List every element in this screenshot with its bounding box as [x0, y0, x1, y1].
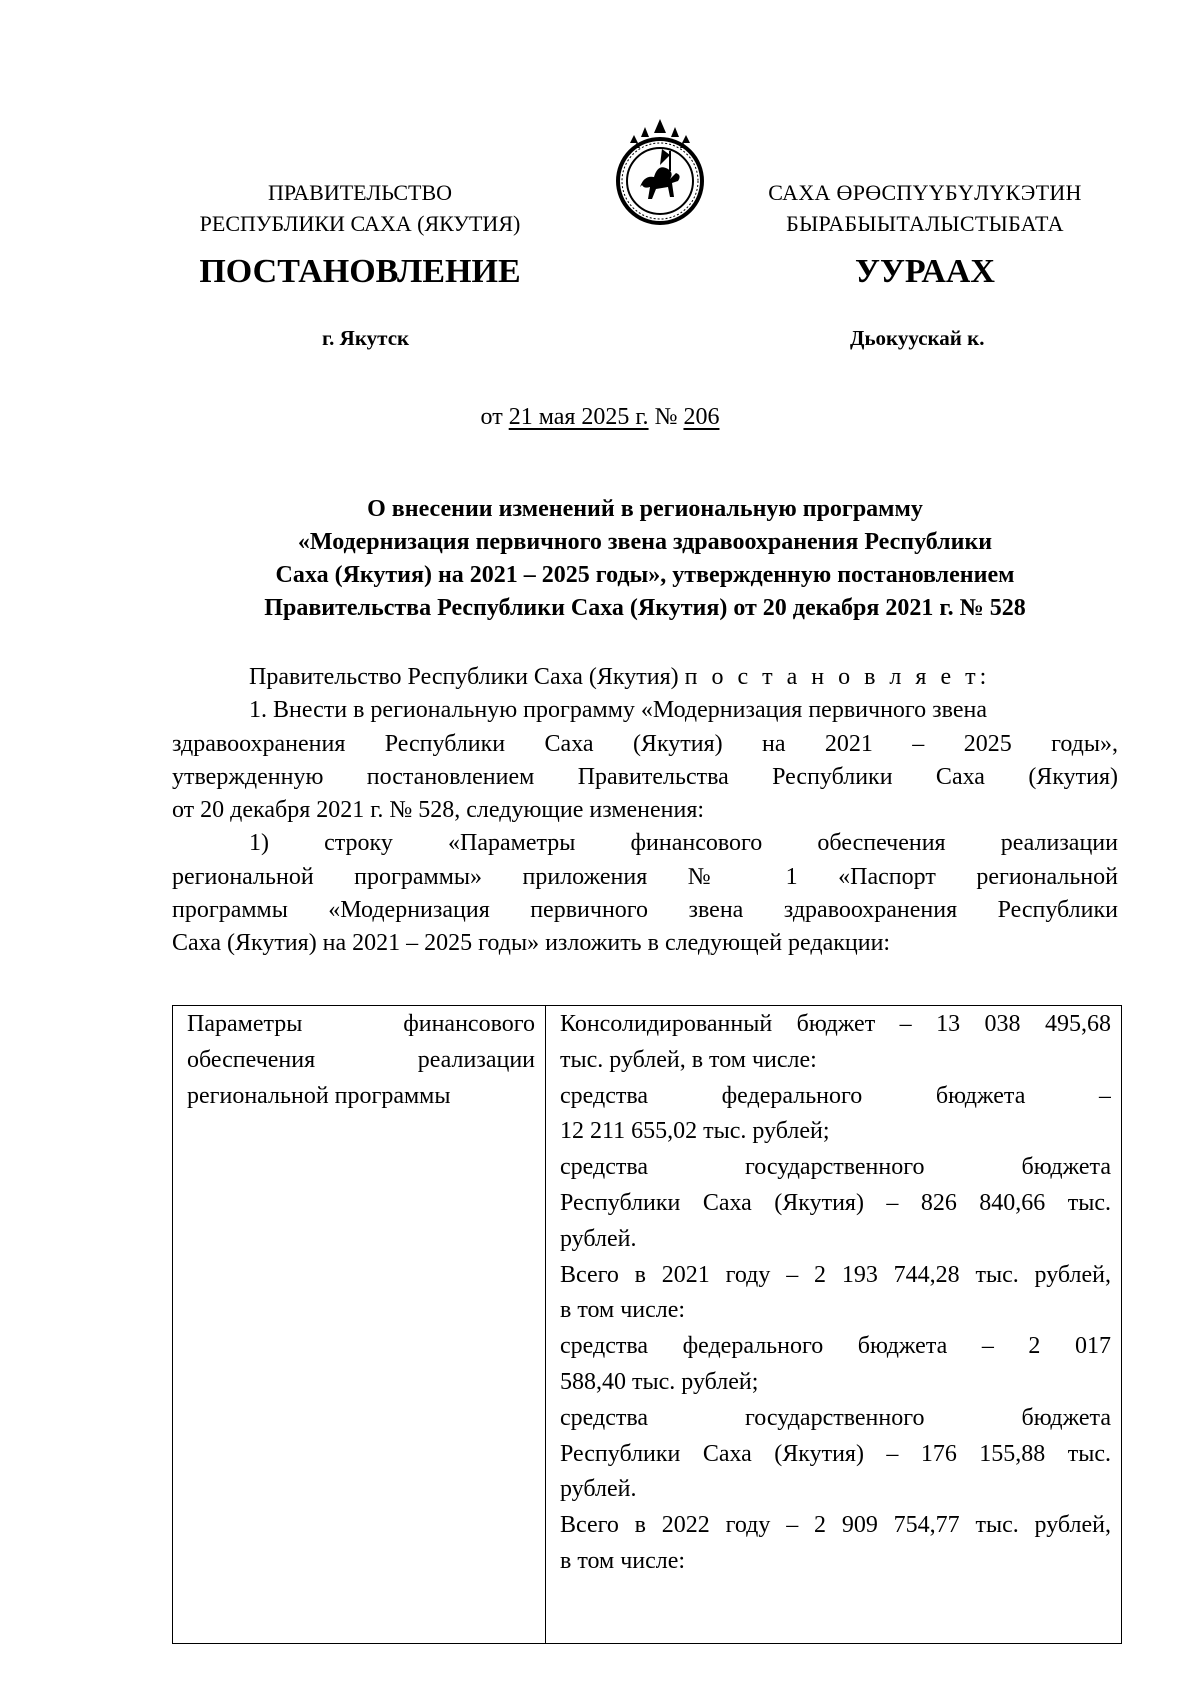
- cell-line: рублей.: [560, 1476, 637, 1503]
- cell-line: Республики Саха (Якутия) – 176 155,88 тыс.: [560, 1440, 1111, 1467]
- cell-line: 588,40 тыс. рублей;: [560, 1368, 759, 1395]
- cell-line: Всего в 2021 году – 2 193 744,28 тыс. рублей,: [560, 1261, 1111, 1288]
- coat-of-arms-emblem: [614, 115, 706, 227]
- parameter-value-cell: [546, 1006, 1122, 1644]
- cell-line: тыс. рублей, в том числе:: [560, 1046, 817, 1073]
- financing-parameters-table: [172, 1005, 1122, 1644]
- paragraph-2-line: региональной программы» приложения № 1 «Паспорт региональной: [172, 863, 1118, 890]
- subject-line: «Модернизация первичного звена здравоохранения Республики: [297, 529, 993, 555]
- paragraph-2-line: 1) строку «Параметры финансового обеспечения реализации: [249, 830, 1118, 857]
- cell-line: региональной программы: [187, 1082, 451, 1109]
- cell-line: средства федерального бюджета – 2 017: [560, 1333, 1111, 1360]
- cell-line: средства государственного бюджета: [560, 1404, 1111, 1431]
- city-ru: г. Якутск: [322, 326, 410, 350]
- header-left-line1: ПРАВИТЕЛЬСТВО: [267, 180, 453, 205]
- decree-number: 206: [683, 404, 720, 430]
- table-row: [173, 1006, 1122, 1644]
- cell-line: средства федерального бюджета –: [560, 1082, 1111, 1109]
- parameter-name-cell: [173, 1006, 546, 1644]
- subject-line: Правительства Республики Саха (Якутия) от 20 декабря 2021 г. № 528: [264, 595, 1026, 621]
- paragraph-2-line: программы «Модернизация первичного звена здравоохранения Республики: [172, 897, 1118, 924]
- paragraph-2-line: Саха (Якутия) на 2021 – 2025 годы» изложить в следующей редакции:: [172, 930, 891, 957]
- decree-title-sakha: УУРААХ: [855, 253, 995, 290]
- government-name-ru: [170, 177, 550, 239]
- intro-verb: п о с т а н о в л я е т:: [684, 664, 991, 690]
- cell-line: Консолидированный бюджет – 13 038 495,68: [560, 1011, 1111, 1037]
- number-sign: №: [654, 404, 678, 430]
- government-name-sakha: [735, 177, 1115, 239]
- cell-line: Республики Саха (Якутия) – 826 840,66 тыс.: [560, 1189, 1111, 1216]
- cell-line: Всего в 2022 году – 2 909 754,77 тыс. рублей,: [560, 1512, 1111, 1539]
- header-right-line1: САХА ӨРӨСПҮҮБҮЛҮКЭТИН: [768, 180, 1082, 205]
- cell-line: Параметры финансового: [187, 1011, 535, 1037]
- decree-title-ru: ПОСТАНОВЛЕНИЕ: [199, 253, 521, 290]
- subject-line: О внесении изменений в региональную программу: [367, 496, 923, 522]
- paragraph-1-line: 1. Внести в региональную программу «Модернизация первичного звена: [249, 697, 987, 724]
- city-sakha: Дьокуускай к.: [850, 326, 985, 350]
- header-right-line2: БЫРАБЫЫТАЛЫСТЫБАТА: [786, 211, 1064, 236]
- decree-date: 21 мая 2025 г.: [508, 404, 649, 430]
- cell-line: в том числе:: [560, 1297, 686, 1324]
- paragraph-1-line: от 20 декабря 2021 г. № 528, следующие изменения:: [172, 797, 705, 824]
- intro-prefix: Правительство Республики Саха (Якутия): [249, 664, 679, 690]
- decree-date-line: [0, 404, 1200, 431]
- cell-line: средства государственного бюджета: [560, 1154, 1111, 1181]
- intro-paragraph: [172, 661, 1118, 694]
- header-left-line2: РЕСПУБЛИКИ САХА (ЯКУТИЯ): [199, 211, 521, 236]
- paragraph-1-line: здравоохранения Республики Саха (Якутия) на 2021 – 2025 годы»,: [172, 730, 1118, 757]
- cell-line: обеспечения реализации: [187, 1046, 535, 1073]
- paragraph-1-line: утвержденную постановлением Правительства Республики Саха (Якутия): [172, 763, 1118, 790]
- date-prefix: от: [480, 404, 503, 430]
- decree-subject: [170, 493, 1120, 625]
- subject-line: Саха (Якутия) на 2021 – 2025 годы», утвержденную постановлением: [275, 562, 1015, 588]
- decree-body: [172, 661, 1118, 961]
- cell-line: рублей.: [560, 1225, 637, 1252]
- cell-line: 12 211 655,02 тыс. рублей;: [560, 1118, 830, 1145]
- cell-line: в том числе:: [560, 1547, 686, 1574]
